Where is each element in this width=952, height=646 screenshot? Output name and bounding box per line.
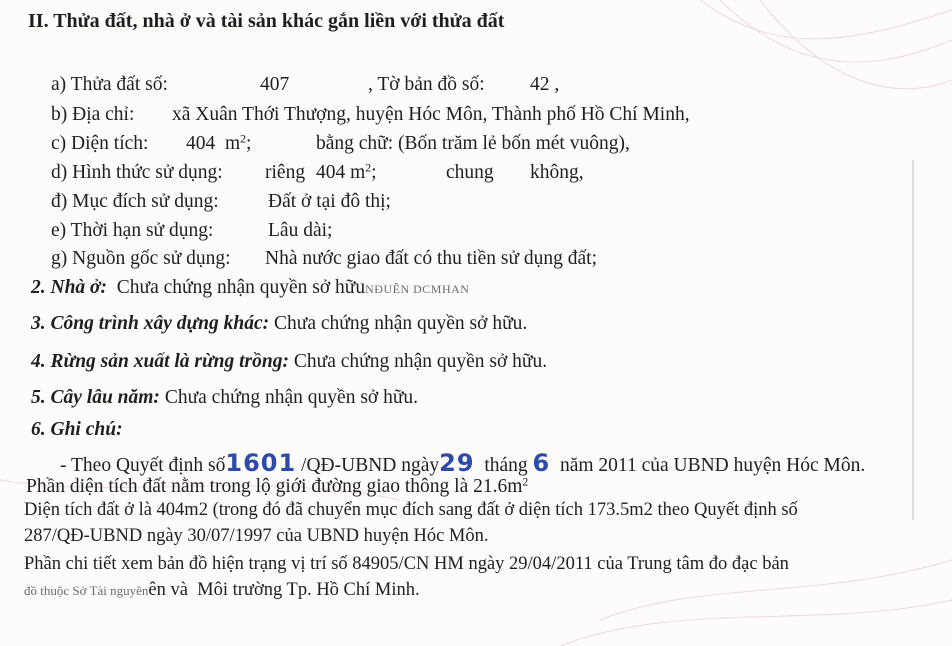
notes-label: 6. Ghi chú: [31,419,123,440]
area-label: c) Diện tích: [51,133,149,154]
notes-decision-287-line: 287/QĐ-UBND ngày 30/07/1997 của UBND huyện Hóc Môn. [24,526,489,546]
notes-decision-line: - Theo Quyết định số1601 /QĐ-UBND ngày29 tháng 6 năm 2011 của UBND huyện Hóc Môn. [60,449,866,477]
address-label: b) Địa chỉ: [51,104,135,125]
parcel-number-label: a) Thửa đất số: [51,74,168,95]
parcel-number-value: 407 [260,74,290,95]
usage-private-value: 404 $m^2$; [316,161,377,183]
usage-term-value: Lâu dài; [268,220,333,241]
usage-shared-label: chung [446,162,494,183]
forest-row: 4. Rừng sản xuất là rừng trồng: Chưa chứng nhận quyền sở hữu. [31,351,548,372]
notes-road-area-line: Phần diện tích đất nằm trong lộ giới đường giao thông là $21.6m^2$ [26,475,529,497]
handwritten-month: 6 [532,449,551,477]
address-value: xã Xuân Thới Thượng, huyện Hóc Môn, Thành phố Hồ Chí Minh, [172,104,690,125]
perennial-trees-row: 5. Cây lâu năm: Chưa chứng nhận quyền sở hữu. [31,387,419,408]
usage-origin-label: g) Nguồn gốc sử dụng: [51,248,231,269]
usage-shared-value: không, [530,162,584,183]
notes-agency-line: đồ thuộc Sở Tài nguyênên và Môi trường Tp. Hồ Chí Minh. [24,580,420,600]
construction-row: 3. Công trình xây dựng khác: Chưa chứng nhận quyền sở hữu. [31,313,528,334]
usage-origin-value: Nhà nước giao đất có thu tiền sử dụng đất; [265,248,598,269]
notes-map-detail-line: Phần chi tiết xem bản đồ hiện trạng vị trí số 84905/CN HM ngày 29/04/2011 của Trung tâm đo đạc bản [24,554,789,574]
usage-form-label: d) Hình thức sử dụng: [51,162,223,183]
map-sheet-value: 42 , [530,74,560,95]
usage-purpose-label: đ) Mục đích sử dụng: [51,191,219,212]
area-in-words: bằng chữ: (Bốn trăm lẻ bốn mét vuông), [316,133,630,154]
usage-term-label: e) Thời hạn sử dụng: [51,220,214,241]
notes-residential-area-line: Diện tích đất ở là 404m2 (trong đó đã chuyển mục đích sang đất ở diện tích 173.5m2 theo Quyết định số [24,500,798,520]
area-value: 404 $m^2$; [186,132,252,154]
usage-purpose-value: Đất ở tại đô thị; [268,191,391,212]
section-title: II. Thửa đất, nhà ở và tài sản khác gắn liền với thửa đất [28,10,505,32]
handwritten-decision-number: 1601 [225,449,297,477]
usage-private-label: riêng [265,162,306,183]
handwritten-day: 29 [439,449,475,477]
map-sheet-label: , Tờ bản đồ số: [368,74,485,95]
house-row: 2. Nhà ở: Chưa chứng nhận quyền sở hữuNĐUÊN DCMHAN [31,277,470,298]
